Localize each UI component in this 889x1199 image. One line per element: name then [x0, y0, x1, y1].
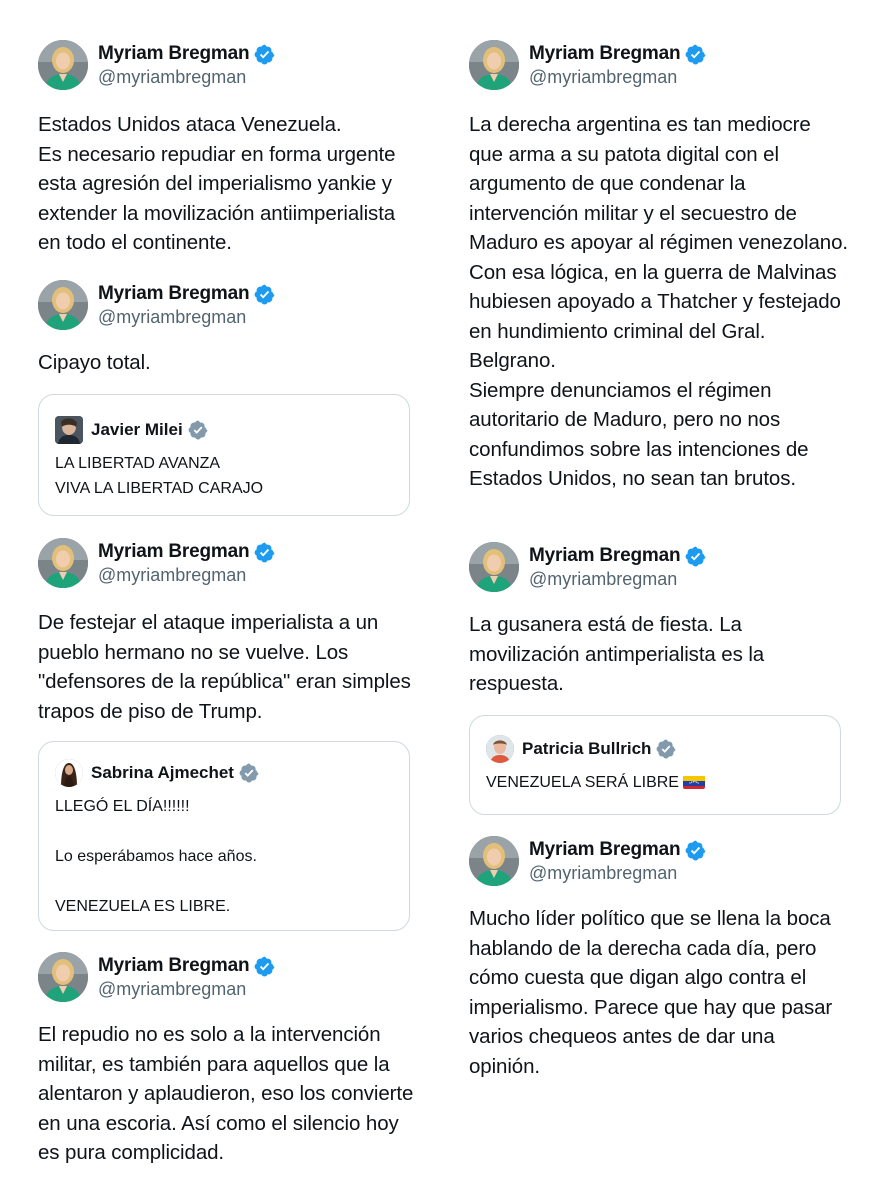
tweet-header — [38, 952, 418, 1004]
avatar[interactable] — [38, 280, 88, 330]
tweet[interactable] — [38, 538, 418, 726]
author-name[interactable]: Myriam Bregman — [98, 43, 250, 64]
author-handle[interactable]: @myriambregman — [529, 67, 678, 87]
venezuela-flag-icon — [683, 774, 705, 789]
author-handle[interactable]: @myriambregman — [98, 565, 247, 585]
tweet-header — [469, 542, 849, 594]
tweet-text: La derecha argentina es tan mediocre que arma a su patota digital con el argumento de que condenar la intervención militar y el secuestro de Maduro es apoyar al régimen venezolano. Con esa lógica, en la guerra de Malvinas hubiesen apoyado a Thatcher y festejado en hundimiento criminal del Gral. Belgrano. Siempre denunciamos el régimen autoritario de Maduro, pero no nos confundimos sobre las intenciones de Estados Unidos, no sean tan brutos. — [469, 113, 848, 490]
verified-badge-icon — [685, 546, 706, 567]
verified-gray-badge-icon — [239, 763, 259, 783]
avatar[interactable] — [469, 40, 519, 90]
tweet[interactable] — [469, 40, 849, 494]
tweet-header — [38, 280, 418, 332]
quote-avatar — [55, 759, 83, 787]
author-name[interactable]: Myriam Bregman — [529, 839, 681, 860]
author-handle[interactable]: @myriambregman — [529, 863, 678, 883]
author-handle[interactable]: @myriambregman — [98, 67, 247, 87]
tweet-text: El repudio no es solo a la intervención militar, es también para aquellos que la alentaron y aplaudieron, eso los convierte en una escoria. Así como el silencio hoy es pura complicidad. — [38, 1023, 414, 1164]
tweet-text: Estados Unidos ataca Venezuela. Es necesario repudiar en forma urgente esta agresión del imperialismo yankie y extender la movilización antiimperialista en todo el continente. — [38, 113, 396, 254]
quote-text-content: VENEZUELA SERÁ LIBRE — [486, 774, 679, 791]
tweet[interactable] — [38, 40, 418, 258]
tweet-text: La gusanera está de fiesta. La movilización antimperialista es la respuesta. — [469, 613, 765, 695]
verified-badge-icon — [254, 44, 275, 65]
avatar[interactable] — [38, 952, 88, 1002]
verified-badge-icon — [254, 284, 275, 305]
tweet[interactable] — [469, 836, 849, 1081]
avatar[interactable] — [38, 40, 88, 90]
tweet-text: De festejar el ataque imperialista a un pueblo hermano no se vuelve. Los "defensores de la república" eran simples trapos de piso de Trump. — [38, 611, 411, 723]
quote-text: LA LIBERTAD AVANZA VIVA LA LIBERTAD CARAJO — [55, 455, 264, 497]
author-handle[interactable]: @myriambregman — [98, 979, 247, 999]
verified-gray-badge-icon — [656, 739, 676, 759]
quoted-tweet[interactable] — [38, 394, 410, 516]
tweet-header — [38, 40, 418, 92]
avatar[interactable] — [38, 538, 88, 588]
author-name[interactable]: Myriam Bregman — [98, 955, 250, 976]
quote-author-name: Patricia Bullrich — [522, 739, 652, 758]
verified-badge-icon — [685, 44, 706, 65]
verified-badge-icon — [685, 840, 706, 861]
avatar[interactable] — [469, 542, 519, 592]
tweet[interactable] — [38, 280, 418, 378]
avatar[interactable] — [469, 836, 519, 886]
tweet-text: Mucho líder político que se llena la boca hablando de la derecha cada día, pero cómo cuesta que digan algo contra el imperialismo. Parece que hay que pasar varios chequeos antes de dar una opinión. — [469, 907, 833, 1078]
quote-avatar — [55, 416, 83, 444]
quoted-tweet[interactable] — [38, 741, 410, 931]
quote-text — [486, 770, 824, 795]
tweet[interactable] — [38, 952, 418, 1168]
author-name[interactable]: Myriam Bregman — [529, 43, 681, 64]
quoted-tweet[interactable] — [469, 715, 841, 815]
author-handle[interactable]: @myriambregman — [529, 569, 678, 589]
verified-badge-icon — [254, 956, 275, 977]
author-handle[interactable]: @myriambregman — [98, 307, 247, 327]
tweet-header — [469, 836, 849, 888]
tweet-header — [469, 40, 849, 92]
quote-author-name: Javier Milei — [91, 420, 183, 439]
quote-text: LLEGÓ EL DÍA!!!!!! Lo esperábamos hace años. VENEZUELA ES LIBRE. — [55, 798, 257, 915]
verified-gray-badge-icon — [188, 420, 208, 440]
tweet[interactable] — [469, 542, 849, 699]
author-name[interactable]: Myriam Bregman — [98, 283, 250, 304]
verified-badge-icon — [254, 542, 275, 563]
author-name[interactable]: Myriam Bregman — [529, 545, 681, 566]
quote-author-name: Sabrina Ajmechet — [91, 763, 234, 782]
quote-avatar — [486, 735, 514, 763]
author-name[interactable]: Myriam Bregman — [98, 541, 250, 562]
tweet-text: Cipayo total. — [38, 351, 151, 374]
tweet-header — [38, 538, 418, 590]
